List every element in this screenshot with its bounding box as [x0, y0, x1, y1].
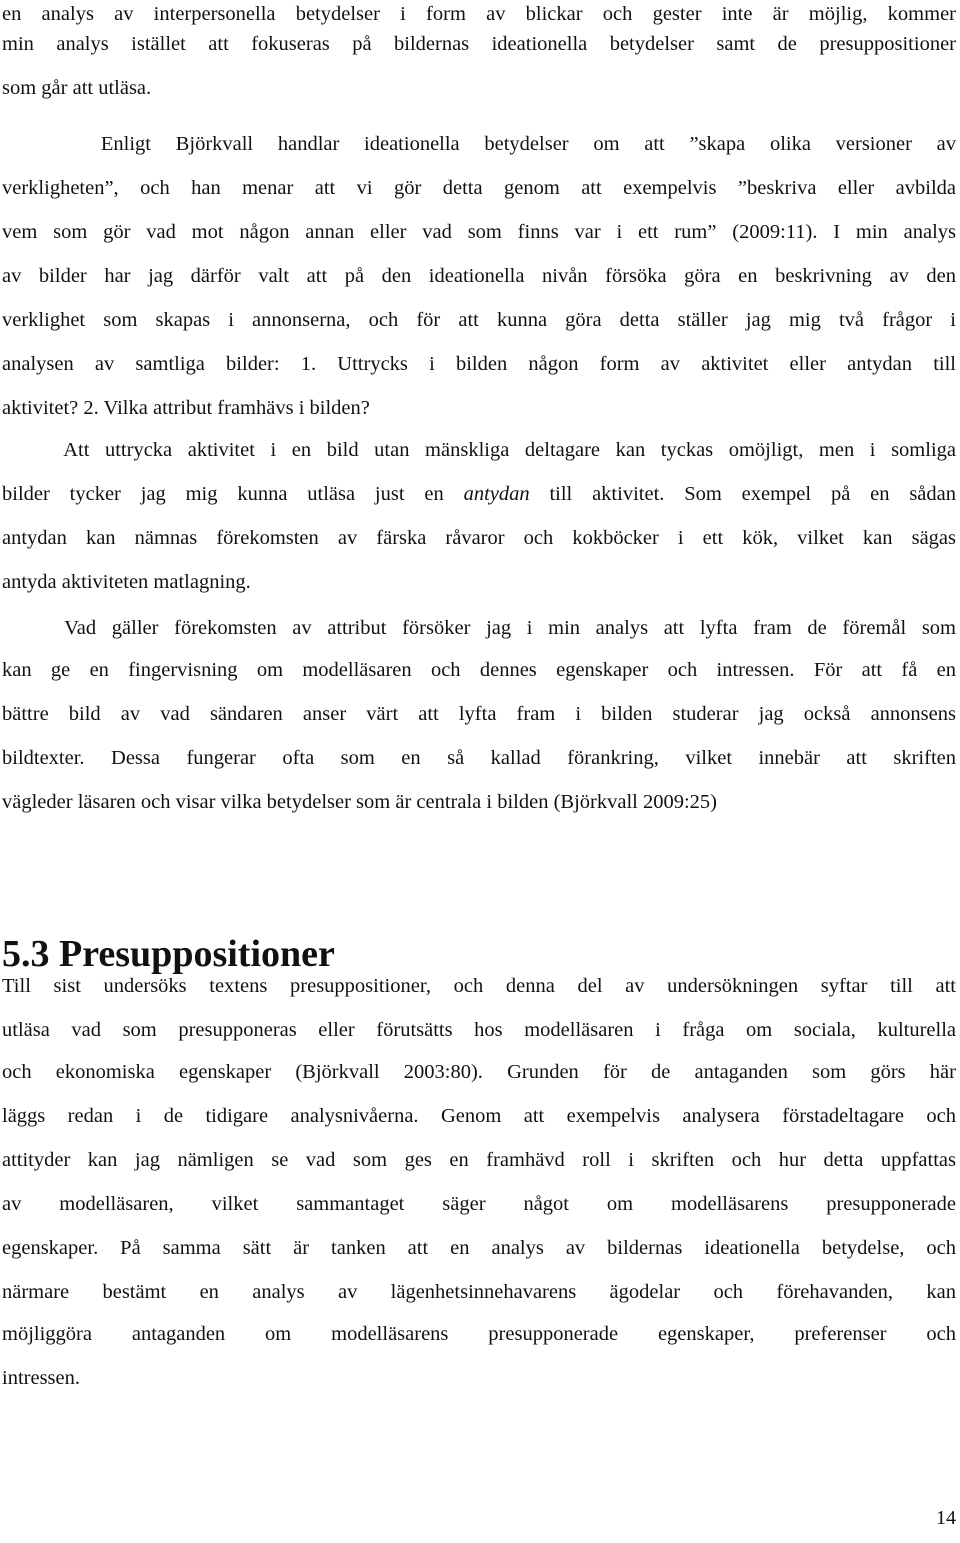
text-line: Till sist undersöks textens presuppositioner, och denna del av undersökningen syftar till att: [2, 975, 956, 997]
text-line: analysen av samtliga bilder: 1. Uttrycks i bilden någon form av aktivitet eller antydan till: [2, 353, 956, 375]
text-line: och ekonomiska egenskaper (Björkvall 2003:80). Grunden för de antaganden som görs här: [2, 1061, 956, 1083]
text-line: av modelläsaren, vilket sammantaget säger något om modelläsarens presupponerade: [2, 1193, 956, 1215]
text-line: verkligheten”, och han menar att vi gör detta genom att exempelvis ”beskriva eller avbilda: [2, 177, 956, 199]
text-line: verklighet som skapas i annonserna, och för att kunna göra detta ställer jag mig två frågor i: [2, 309, 956, 331]
text-line: läggs redan i de tidigare analysnivåerna. Genom att exempelvis analysera förstadeltagare och: [2, 1105, 956, 1127]
text-line: Att uttrycka aktivitet i en bild utan mänskliga deltagare kan tyckas omöjligt, men i somliga: [2, 439, 956, 461]
text-line: vem som gör vad mot någon annan eller vad som finns var i ett rum” (2009:11). I min analys: [2, 221, 956, 243]
text-segment: bilder tycker jag mig kunna utläsa just en: [2, 483, 464, 505]
text-line: egenskaper. På samma sätt är tanken att en analys av bildernas ideationella betydelse, och: [2, 1237, 956, 1259]
text-line: närmare bestämt en analys av lägenhetsinnehavarens ägodelar och förehavanden, kan: [2, 1281, 956, 1303]
text-line: Vad gäller förekomsten av attribut försöker jag i min analys att lyfta fram de föremål som: [2, 617, 956, 639]
text-line: [2, 480, 956, 508]
text-line: vägleder läsaren och visar vilka betydelser som är centrala i bilden (Björkvall 2009:25): [2, 791, 717, 813]
text-line: bättre bild av vad sändaren anser värt att lyfta fram i bilden studerar jag också annonsens: [2, 703, 956, 725]
section-heading: 5.3 Presuppositioner: [2, 932, 335, 975]
emphasis: antydan: [463, 483, 530, 505]
text-line: kan ge en fingervisning om modelläsaren och dennes egenskaper och intressen. För att få en: [2, 659, 956, 681]
text-line: attityder kan jag nämligen se vad som ges en framhävd roll i skriften och hur detta uppfattas: [2, 1149, 956, 1171]
text-line: som går att utläsa.: [2, 77, 152, 99]
text-line: intressen.: [2, 1367, 80, 1389]
text-line: min analys istället att fokuseras på bildernas ideationella betydelser samt de presuppositioner: [2, 33, 956, 55]
text-line: av bilder har jag därför valt att på den ideationella nivån försöka göra en beskrivning av den: [2, 265, 956, 287]
text-segment: till aktivitet. Som exempel på en sådan: [529, 483, 956, 505]
page-number: 14: [936, 1507, 956, 1529]
text-line: en analys av interpersonella betydelser i form av blickar och gester inte är möjlig, kommer: [2, 3, 956, 25]
text-line: aktivitet? 2. Vilka attribut framhävs i bilden?: [2, 397, 370, 419]
text-line: Enligt Björkvall handlar ideationella betydelser om att ”skapa olika versioner av: [2, 133, 956, 155]
text-line: bildtexter. Dessa fungerar ofta som en så kallad förankring, vilket innebär att skriften: [2, 747, 956, 769]
text-line: antydan kan nämnas förekomsten av färska råvaror och kokböcker i ett kök, vilket kan sägas: [2, 527, 956, 549]
text-line: möjliggöra antaganden om modelläsarens presupponerade egenskaper, preferenser och: [2, 1323, 956, 1345]
text-line: antyda aktiviteten matlagning.: [2, 571, 251, 593]
text-line: utläsa vad som presupponeras eller förutsätts hos modelläsaren i fråga om sociala, kulturella: [2, 1019, 956, 1041]
